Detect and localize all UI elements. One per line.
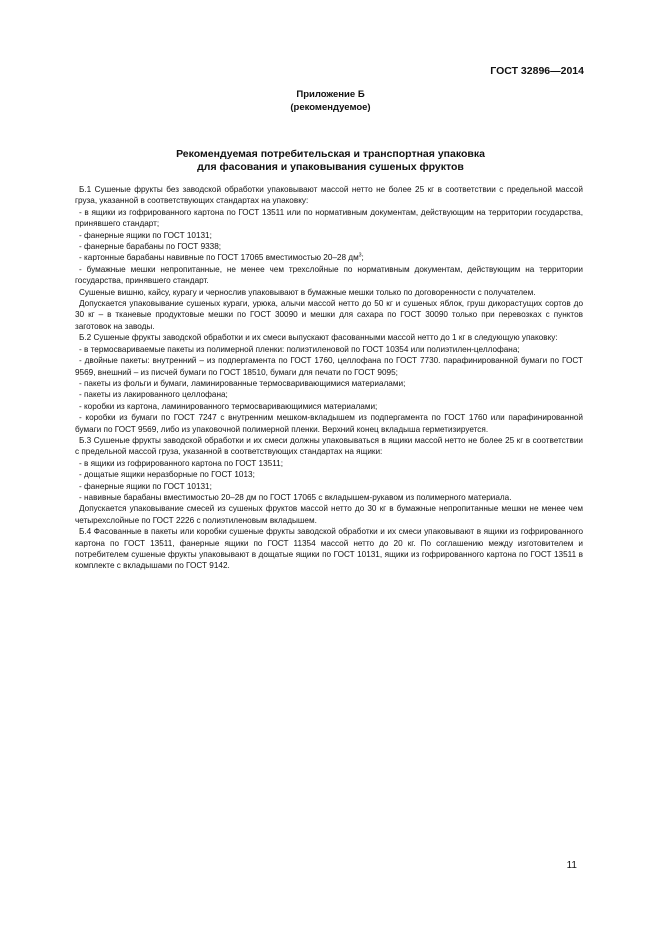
title-line-2: для фасования и упаковывания сушеных фруктов xyxy=(197,161,464,173)
list-item xyxy=(75,252,583,263)
list-item: - фанерные ящики по ГОСТ 10131; xyxy=(79,230,212,240)
superscript: 3 xyxy=(358,252,362,259)
paragraph-b4: Б.4 Фасованные в пакеты или коробки сушеные фрукты заводской обработки и их смеси упаковывают в ящики из гофрированного картона по ГОСТ 13511, фанерные ящики по ГОСТ 11354 массой нетто до 20 кг. По соглашению между изготовителем и потребителем сушеные фрукты упаковывают в дощатые ящики по ГОСТ 10131, ящики из гофрированного картона по ГОСТ 13511 в комплекте с вкладышами по ГОСТ 9142. xyxy=(75,527,583,571)
paragraph-b1: Б.1 Сушеные фрукты без заводской обработки упаковывают массой нетто не более 25 кг в соответствии с предельной массой груза, указанной в соответствующих стандартах на упаковку: xyxy=(75,185,583,206)
list-item: - коробки из картона, ламинированного термосваривающимися материалами; xyxy=(79,401,378,411)
paragraph-b2: Б.2 Сушеные фрукты заводской обработки и их смеси выпускают фасованными массой нетто до 1 кг в следующую упаковку: xyxy=(79,333,558,343)
title-line-1: Рекомендуемая потребительская и транспортная упаковка xyxy=(176,148,485,160)
list-item: - пакеты из фольги и бумаги, ламинированные термосваривающимися материалами; xyxy=(79,378,406,388)
list-item: - дощатые ящики неразборные по ГОСТ 1013; xyxy=(79,470,255,480)
list-item: - коробки из бумаги по ГОСТ 7247 с внутренним мешком-вкладышем из подпергамента по ГОСТ 1760 или парафинированной бумаги по ГОСТ 9569, либо из упаковочной полимерной пленки. Верхний конец вкладыша герметизируется. xyxy=(75,413,583,434)
semicolon: ; xyxy=(361,253,364,263)
list-item: - фанерные барабаны по ГОСТ 9338; xyxy=(79,242,222,252)
list-item: - в ящики из гофрированного картона по ГОСТ 13511 или по нормативным документам, действующим на территории государства, принявшего стандарт; xyxy=(75,207,583,229)
list-item: - в ящики из гофрированного картона по ГОСТ 13511; xyxy=(79,458,283,468)
list-item: - фанерные ящики по ГОСТ 10131; xyxy=(79,481,212,491)
page-number: 11 xyxy=(566,860,577,871)
list-item: - в термосвариваемые пакеты из полимерной пленки: полиэтиленовой по ГОСТ 10354 или полиэтилен-целлофана; xyxy=(79,344,520,354)
document-body xyxy=(75,184,583,572)
list-item: - двойные пакеты: внутренний – из подпергамента по ГОСТ 1760, целлофана по ГОСТ 7730. парафинированной бумаги по ГОСТ 9569, внешний – из писчей бумаги по ГОСТ 18510, бумаги для печати по ГОСТ 9095; xyxy=(75,356,583,377)
appendix-status: (рекомендуемое) xyxy=(290,102,371,113)
list-item-text: - картонные барабаны навивные по ГОСТ 17065 вместимостью 20–28 дм xyxy=(79,253,359,263)
list-item: - бумажные мешки непропитанные, не менее чем трехслойные по нормативным документам, действующим на территории государства, принявшего стандарт. xyxy=(75,264,583,286)
paragraph: Сушеные вишню, кайсу, курагу и чернослив упаковывают в бумажные мешки только по договоренности с получателем. xyxy=(79,287,536,297)
paragraph: Допускается упаковывание сушеных кураги, урюка, алычи массой нетто до 50 кг и сушеных яблок, груш дикорастущих сортов до 30 кг – в тканевые продуктовые мешки по ГОСТ 30090 и мешки для сахара по ГОСТ 30090 только при перевозках с пунктов заготовок на заводы. xyxy=(75,299,583,331)
list-item: - пакеты из лакированного целлофана; xyxy=(79,390,228,400)
standard-code: ГОСТ 32896—2014 xyxy=(490,65,584,77)
paragraph-b3: Б.3 Сушеные фрукты заводской обработки и их смеси должны упаковываться в ящики массой нетто не более 25 кг в соответствии с предельной массой груза, указанной в соответствующих стандартах на ящики: xyxy=(75,435,583,457)
section-title xyxy=(0,148,661,174)
appendix-label: Приложение Б xyxy=(296,89,365,100)
appendix-heading xyxy=(0,88,661,114)
paragraph: Допускается упаковывание смесей из сушеных фруктов массой нетто до 30 кг в бумажные непропитанные мешки не менее чем четырехслойные по ГОСТ 2226 с полиэтиленовым вкладышем. xyxy=(75,504,583,525)
list-item: - навивные барабаны вместимостью 20–28 дм по ГОСТ 17065 с вкладышем-рукавом из полимерного материала. xyxy=(79,492,512,502)
